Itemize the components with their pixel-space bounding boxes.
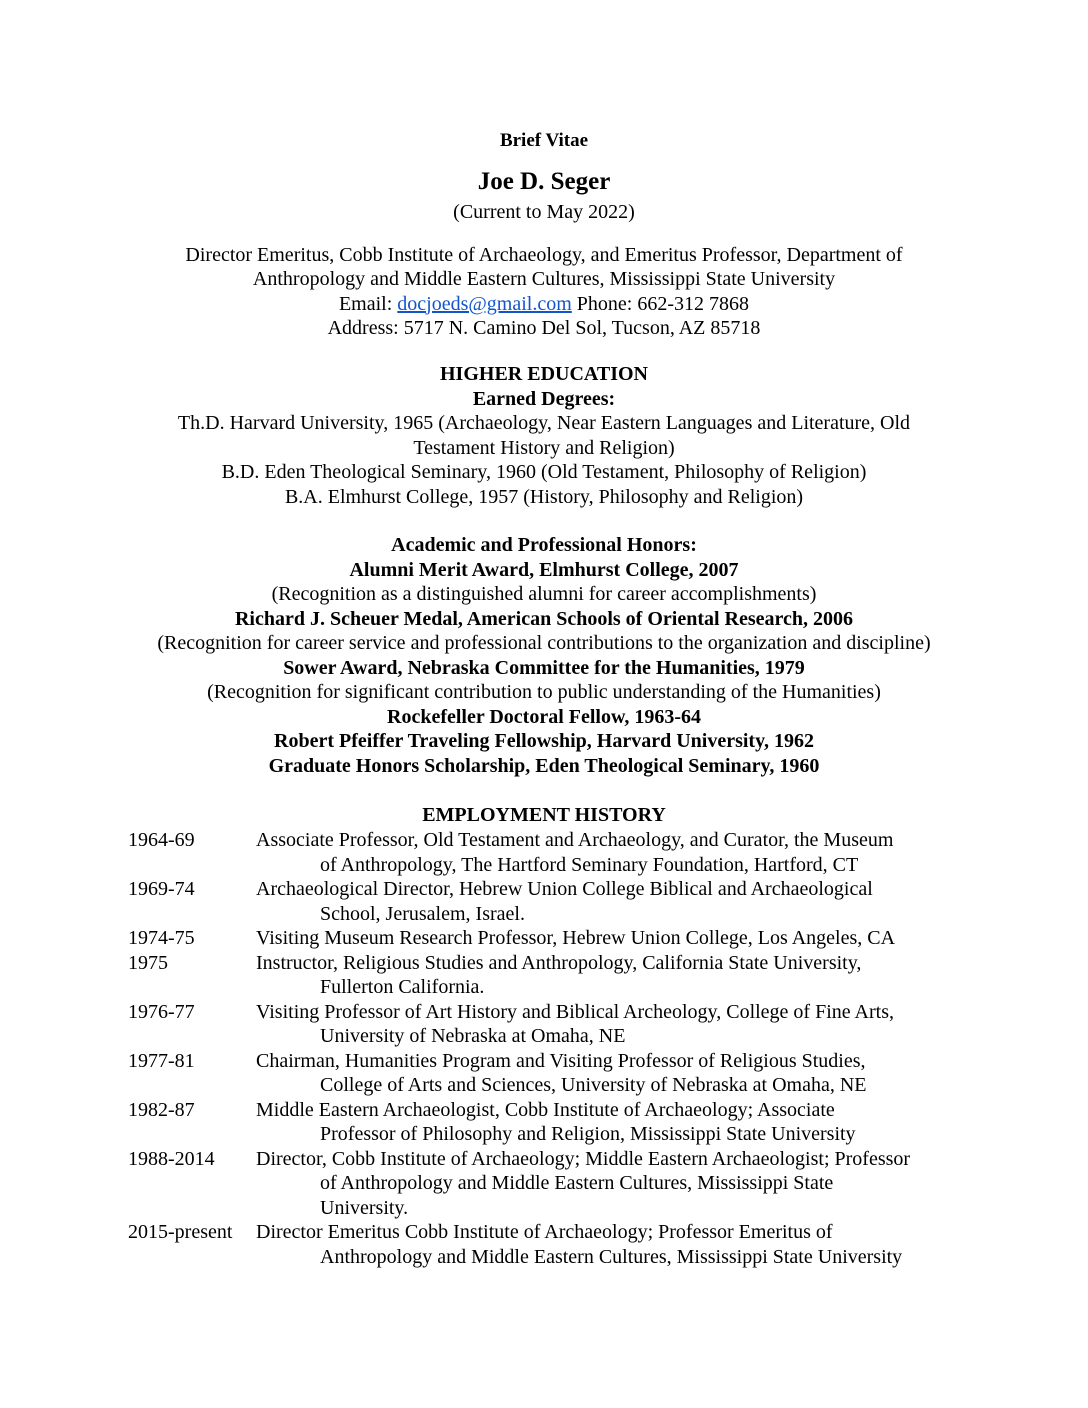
document-label: Brief Vitae	[499, 130, 589, 151]
employment-line: Visiting Museum Research Professor, Hebrew Union College, Los Angeles, CA	[256, 927, 896, 949]
email-link[interactable]: docjoeds@gmail.com	[397, 292, 572, 315]
employment-row	[128, 1098, 968, 1147]
employment-line: University.	[320, 1196, 409, 1219]
email-label: Email:	[338, 292, 393, 315]
employment-years: 1975	[128, 951, 168, 974]
employment-list	[128, 828, 968, 1269]
employment-line: of Anthropology and Middle Eastern Cultures, Mississippi State	[320, 1172, 834, 1194]
employment-description	[256, 828, 968, 877]
email-phone-line	[0, 292, 1088, 317]
employment-line: College of Arts and Sciences, University of Nebraska at Omaha, NE	[320, 1074, 867, 1096]
honor-title: Rockefeller Doctoral Fellow, 1963-64	[387, 705, 701, 728]
employment-description	[256, 1000, 968, 1049]
honor-title: Richard J. Scheuer Medal, American Schools of Oriental Research, 2006	[234, 607, 854, 630]
employment-line: Professor of Philosophy and Religion, Mississippi State University	[320, 1123, 856, 1145]
person-name: Joe D. Seger	[477, 168, 611, 195]
employment-line: Instructor, Religious Studies and Anthropology, California State University,	[256, 951, 862, 974]
employment-row	[128, 926, 968, 951]
honor-description: (Recognition as a distinguished alumni for career accomplishments)	[271, 583, 817, 605]
employment-years: 1977-81	[128, 1049, 195, 1072]
employment-line: Anthropology and Middle Eastern Cultures, Mississippi State University	[320, 1245, 903, 1268]
employment-heading: EMPLOYMENT HISTORY	[422, 804, 666, 826]
employment-row	[128, 951, 968, 1000]
honor-title: Alumni Merit Award, Elmhurst College, 2007	[349, 558, 739, 581]
employment-years: 1964-69	[128, 829, 195, 851]
current-date-note: (Current to May 2022)	[453, 201, 635, 223]
honor-title: Graduate Honors Scholarship, Eden Theological Seminary, 1960	[268, 754, 820, 777]
employment-row	[128, 1000, 968, 1049]
employment-line: Director Emeritus Cobb Institute of Archaeology; Professor Emeritus of	[256, 1221, 833, 1243]
phone-text: Phone: 662-312 7868	[576, 292, 750, 315]
employment-years: 1982-87	[128, 1098, 195, 1121]
employment-line: Director, Cobb Institute of Archaeology; Middle Eastern Archaeologist; Professor	[256, 1147, 911, 1170]
degree-line: B.A. Elmhurst College, 1957 (History, Philosophy and Religion)	[284, 485, 804, 508]
education-heading: HIGHER EDUCATION	[440, 363, 648, 385]
position-line-1: Director Emeritus, Cobb Institute of Archaeology, and Emeritus Professor, Department of	[185, 243, 903, 266]
employment-line: Archaeological Director, Hebrew Union College Biblical and Archaeological	[256, 878, 873, 900]
employment-description	[256, 1147, 968, 1221]
employment-row	[128, 1147, 968, 1221]
honor-description: (Recognition for career service and professional contributions to the organization and discipline)	[157, 632, 931, 654]
contact-block	[0, 200, 1088, 341]
employment-description	[256, 877, 968, 926]
employment-line: of Anthropology, The Hartford Seminary Foundation, Hartford, CT	[320, 853, 859, 876]
employment-years: 1974-75	[128, 927, 195, 949]
employment-description	[256, 1098, 968, 1147]
employment-description	[256, 926, 968, 951]
employment-line: Associate Professor, Old Testament and Archaeology, and Curator, the Museum	[256, 829, 894, 851]
address-line: Address: 5717 N. Camino Del Sol, Tucson, AZ 85718	[327, 317, 761, 339]
honors-heading: Academic and Professional Honors:	[391, 534, 697, 556]
employment-line: Fullerton California.	[320, 976, 485, 998]
position-line-2: Anthropology and Middle Eastern Cultures, Mississippi State University	[252, 268, 836, 290]
honors-section	[0, 533, 1088, 778]
honor-title: Sower Award, Nebraska Committee for the Humanities, 1979	[283, 656, 805, 679]
employment-years: 2015-present	[128, 1221, 233, 1243]
honor-title: Robert Pfeiffer Traveling Fellowship, Harvard University, 1962	[274, 730, 814, 752]
employment-row	[128, 828, 968, 877]
employment-line: University of Nebraska at Omaha, NE	[320, 1025, 626, 1047]
degree-line: Th.D. Harvard University, 1965 (Archaeology, Near Eastern Languages and Literature, Old	[177, 412, 911, 434]
employment-line: Chairman, Humanities Program and Visiting Professor of Religious Studies,	[256, 1049, 866, 1072]
employment-row	[128, 1049, 968, 1098]
education-section	[0, 362, 1088, 509]
employment-line: School, Jerusalem, Israel.	[320, 902, 525, 925]
employment-row	[128, 877, 968, 926]
employment-row	[128, 1220, 968, 1269]
employment-years: 1976-77	[128, 1000, 195, 1023]
earned-degrees-subheading: Earned Degrees:	[472, 387, 616, 410]
employment-description	[256, 951, 968, 1000]
employment-description	[256, 1049, 968, 1098]
employment-description	[256, 1220, 968, 1269]
employment-line: Visiting Professor of Art History and Biblical Archeology, College of Fine Arts,	[256, 1000, 894, 1023]
employment-years: 1969-74	[128, 878, 195, 900]
employment-line: Middle Eastern Archaeologist, Cobb Institute of Archaeology; Associate	[256, 1098, 835, 1121]
degree-line: Testament History and Religion)	[413, 436, 675, 459]
honor-description: (Recognition for significant contribution to public understanding of the Humanities)	[207, 681, 881, 703]
degree-line: B.D. Eden Theological Seminary, 1960 (Old Testament, Philosophy of Religion)	[221, 461, 867, 483]
employment-years: 1988-2014	[128, 1147, 215, 1170]
